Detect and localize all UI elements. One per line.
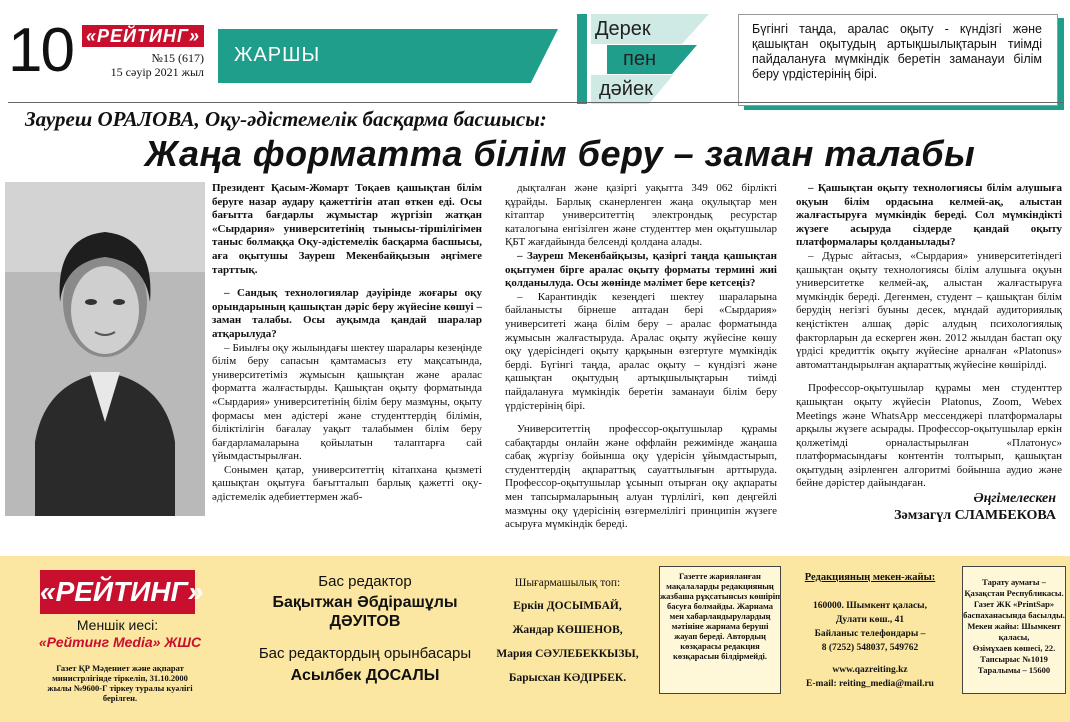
registration-note: Газет ҚР Мәдениет және ақпарат министрлігінде тіркеліп, 31.10.2000 жылы №9600-Г тіркеу туралы куәлігі берілген. xyxy=(47,663,193,703)
owner-value: «Рейтинг Media» ЖШС xyxy=(38,634,202,650)
editorial-address xyxy=(785,571,955,691)
dist-line: Газет ЖК «PrintSap» xyxy=(973,599,1055,609)
email-link[interactable]: E-mail: reiting_media@mail.ru xyxy=(806,679,934,689)
masthead-logo: «РЕЙТИНГ» xyxy=(82,25,204,47)
fact-word-1: Дерек xyxy=(595,18,651,40)
crew-member: Барысхан КӘДІРБЕК. xyxy=(508,672,627,684)
dist-line: қаласы, xyxy=(998,632,1030,642)
issue-number: №15 (617) xyxy=(151,51,204,65)
interviewer-name: Зәмзагүл СЛАМБЕКОВА xyxy=(894,508,1056,523)
dist-line: Тапсырыс №1019 xyxy=(980,654,1048,664)
article-paragraph: – Қашықтан оқыту технологиясы білім алушыға оқуын білім ордасына келмей-ақ, алыстан жалғастыруға мүмкіндік береді. Сол мүмкіндікті жүзеге асыруда сіздерде қандай оқыту платформалары қолданылады? xyxy=(796,182,1062,249)
interviewer-label: Әңгімелескен xyxy=(973,491,1056,506)
dist-line: Өзімұхаев көшесі, 22. xyxy=(972,643,1056,653)
fact-word-2: пен xyxy=(623,48,656,70)
author-photo xyxy=(5,182,205,516)
portrait-illustration xyxy=(5,182,205,516)
address-line: Дулати көш., 41 xyxy=(835,615,905,625)
creative-team xyxy=(485,576,650,690)
fact-word-3: дәйек xyxy=(599,78,653,100)
dist-line: Тарату аумағы – xyxy=(982,577,1046,587)
deputy-editor-name: Асылбек ДОСАЛЫ xyxy=(290,667,440,684)
deputy-editor-label: Бас редактордың орынбасары xyxy=(258,645,472,662)
article-paragraph: – Карантиндік кезеңдегі шектеу шараларына байланысты бірнеше аптадан бері «Сырдария» университеті жаңа білім беру – аралас форматында жұмысын жалғастыруда. Аралас оқыту жүйесіне көшу оқу үдерісіндегі оқыту қарқынын өзгертуге мүмкіндік берді. Бүгінгі таңда, аралас оқыту – күндізгі және қашықтан оқытудың артықшылықтарын тиімді пайдалануға мүмкіндік беретін заманауи білім беру үрдістерінің бірі. xyxy=(505,290,777,412)
article-paragraph: Президент Қасым-Жомарт Тоқаев қашықтан білім беруге назар аудару қажеттігін атап өткен еді. Осы бағытта бағдарлы жұмыстар жүргізіп жатқан «Сырдария» университетінің тынысы-тіршілігімен таныс болмаққа Оқу-әдістемелік басқарма басшысы, аға оқытушы Зауреш Мекенбайқызын әңгімеге тарттық. xyxy=(212,182,482,276)
crew-member: Мария СӘУЛЕБЕККЫЗЫ, xyxy=(496,648,639,660)
owner-label: Меншік иесі: xyxy=(76,617,159,633)
crew-member: Еркін ДОСЫМБАЙ, xyxy=(513,600,622,612)
article-paragraph: дықталған және қазіргі уақытта 349 062 бірлікті құрайды. Барлық сканерленген жаңа оқулықтар мен кітаптар университеттің электрондық ресурстар каталогына енгізілген және студенттер мен оқытушылар ҚБТ жағдайында белсенді қолдана алады. xyxy=(505,182,777,249)
creative-team-label: Шығармашылық топ: xyxy=(514,577,621,589)
author-line: Зауреш ОРАЛОВА, Оқу-әдістемелік басқарма басшысы: xyxy=(25,107,547,131)
article-column-1 xyxy=(212,182,482,505)
dist-line: баспаханасында басылды. xyxy=(963,610,1065,620)
address-line: 160000. Шымкент қаласы, xyxy=(813,601,927,611)
dist-line: Қазақстан Республикасы. xyxy=(964,588,1064,598)
page-number: 10 xyxy=(8,16,73,85)
article-paragraph: – Зауреш Мекенбайқызы, қазіргі таңда қашықтан оқытумен бірге аралас оқыту форматы термині жиі қолданылуда. Осы жөнінде мәлімет бере кетсеңіз? xyxy=(505,249,777,290)
article-paragraph: Сонымен қатар, университеттің кітапхана қызметі қашықтан оқытуға бағытталып барлық қажетті оқу-әдістемелік әдебиеттермен жаб- xyxy=(212,463,482,504)
article-paragraph: Университеттің профессор-оқытушылар құрамы сабақтарды онлайн және оффлайн режимінде жаңаша сабақ жүргізу бойынша оқу үдерісін ұйымдастырып, студенттердің ақпараттық сауаттылығын арттыруда. Профессор-оқытушылар ұсынып отырған оқу ақпараты мен тапсырмаларының алуан түрлілігі, көп деңгейлі мазмұны оқу үдерісінің өзгермелілігі принципін жүзеге асыруға мүмкіндік береді. xyxy=(505,423,777,531)
issue-info xyxy=(100,51,204,79)
headline: Жаңа форматта білім беру – заман талабы xyxy=(144,133,976,174)
article-paragraph: Профессор-оқытушылар құрамы мен студенттер қашықтан оқыту жүйесін Platonus, Zoom, Webex Meetings және WhatsApp мессенджері платформалары арқылы жүзеге асырады. Профессор-оқытушылар еркін қолжетімді орналастырылған «Платонус» платформасындағы контентін толтырып, қашықтан оқытудың әзірленген алгоритмі бойынша аудио және бейне дәрістер дайындаған. xyxy=(796,382,1062,490)
article-paragraph: – Дұрыс айтасыз, «Сырдария» университетіндегі қашықтан оқыту технологиясы білім алушыға оқуын университетке келмей-ақ, алыстан жалғастыруға мүмкіндік береді. Дегенмен, студент – қашықтан білім берудің негізгі буыны десек, мұндай аудиториялық кеңістіктен алшақ дәріс алудың психологиялық факторларын да ескерген жөн. 2012 жылдан бастап оқу үрдісі кредиттік оқыту жүйесіне арналған «Platonus» автоматтандырылған ақпараттық жүйесіне көшірілді. xyxy=(796,249,1062,371)
chief-editor-name: Бақытжан Әбдірашұлы ДӘУІТОВ xyxy=(272,594,458,630)
article-column-3 xyxy=(796,182,1062,491)
crew-member: Жандар КӨШЕНОВ, xyxy=(512,624,623,636)
article-column-2 xyxy=(505,182,777,532)
address-line: Байланыс телефондары – xyxy=(814,629,926,639)
website-link[interactable]: www.qazreiting.kz xyxy=(832,665,908,675)
copyright-note: Газетте жарияланған мақалаларды редакцияның жазбаша рұқсатынсыз көшіріп басуға болмайды. Жарнама мен хабарландырулардың мәтініне жарнама берушi жауап береді. Автордың көзқарасы редакция көзқарасын білдірмейді. xyxy=(659,566,781,694)
footer-logo: «РЕЙТИНГ» xyxy=(40,570,195,614)
header-rule xyxy=(8,102,1064,103)
article-paragraph: – Сандық технологиялар дәуірінде жоғары оқу орындарының қашықтан дәріс беру жүйесіне көшуі – заман талабы. Осы ауқымда қандай шаралар атқарылуда? xyxy=(212,287,482,340)
section-label: ЖАРШЫ xyxy=(234,44,321,66)
distribution-info xyxy=(962,566,1066,694)
article-paragraph: – Биылғы оқу жылындағы шектеу шаралары кезеңінде білім беру сапасын қамтамасыз ету мақсатында, университетіміз жұмысын қашықтан және аралас форматта жалғастырды. Қашықтан оқыту форматында «Сырдария» университетінің білім беру мазмұны, оқыту формасы мен әдістері және студенттердің білімін, біліктілігін бағалау уақыт талабымен білім беру бағдарламаларына қойылатын талаптарға сай үйымдастырылған. xyxy=(212,341,482,463)
address-label: Редакцияның мекен-жайы: xyxy=(804,572,936,583)
fact-label-block xyxy=(577,14,709,104)
issue-date: 15 сәуір 2021 жыл xyxy=(110,65,204,79)
dist-line: Мекен жайы: Шымкент xyxy=(967,621,1061,631)
dist-line: Таралымы – 15600 xyxy=(977,665,1051,675)
chief-editor-label: Бас редактор xyxy=(318,573,412,590)
address-line: 8 (7252) 548037, 549762 xyxy=(821,643,919,653)
lead-text: Бүгінгі таңда, аралас оқыту - күндізгі және қашықтан оқытудың артықшылықтарын тиімді пайдалануға мүмкіндік беретін заманауи білім беру үрдістерінің бірі. xyxy=(752,22,1042,81)
